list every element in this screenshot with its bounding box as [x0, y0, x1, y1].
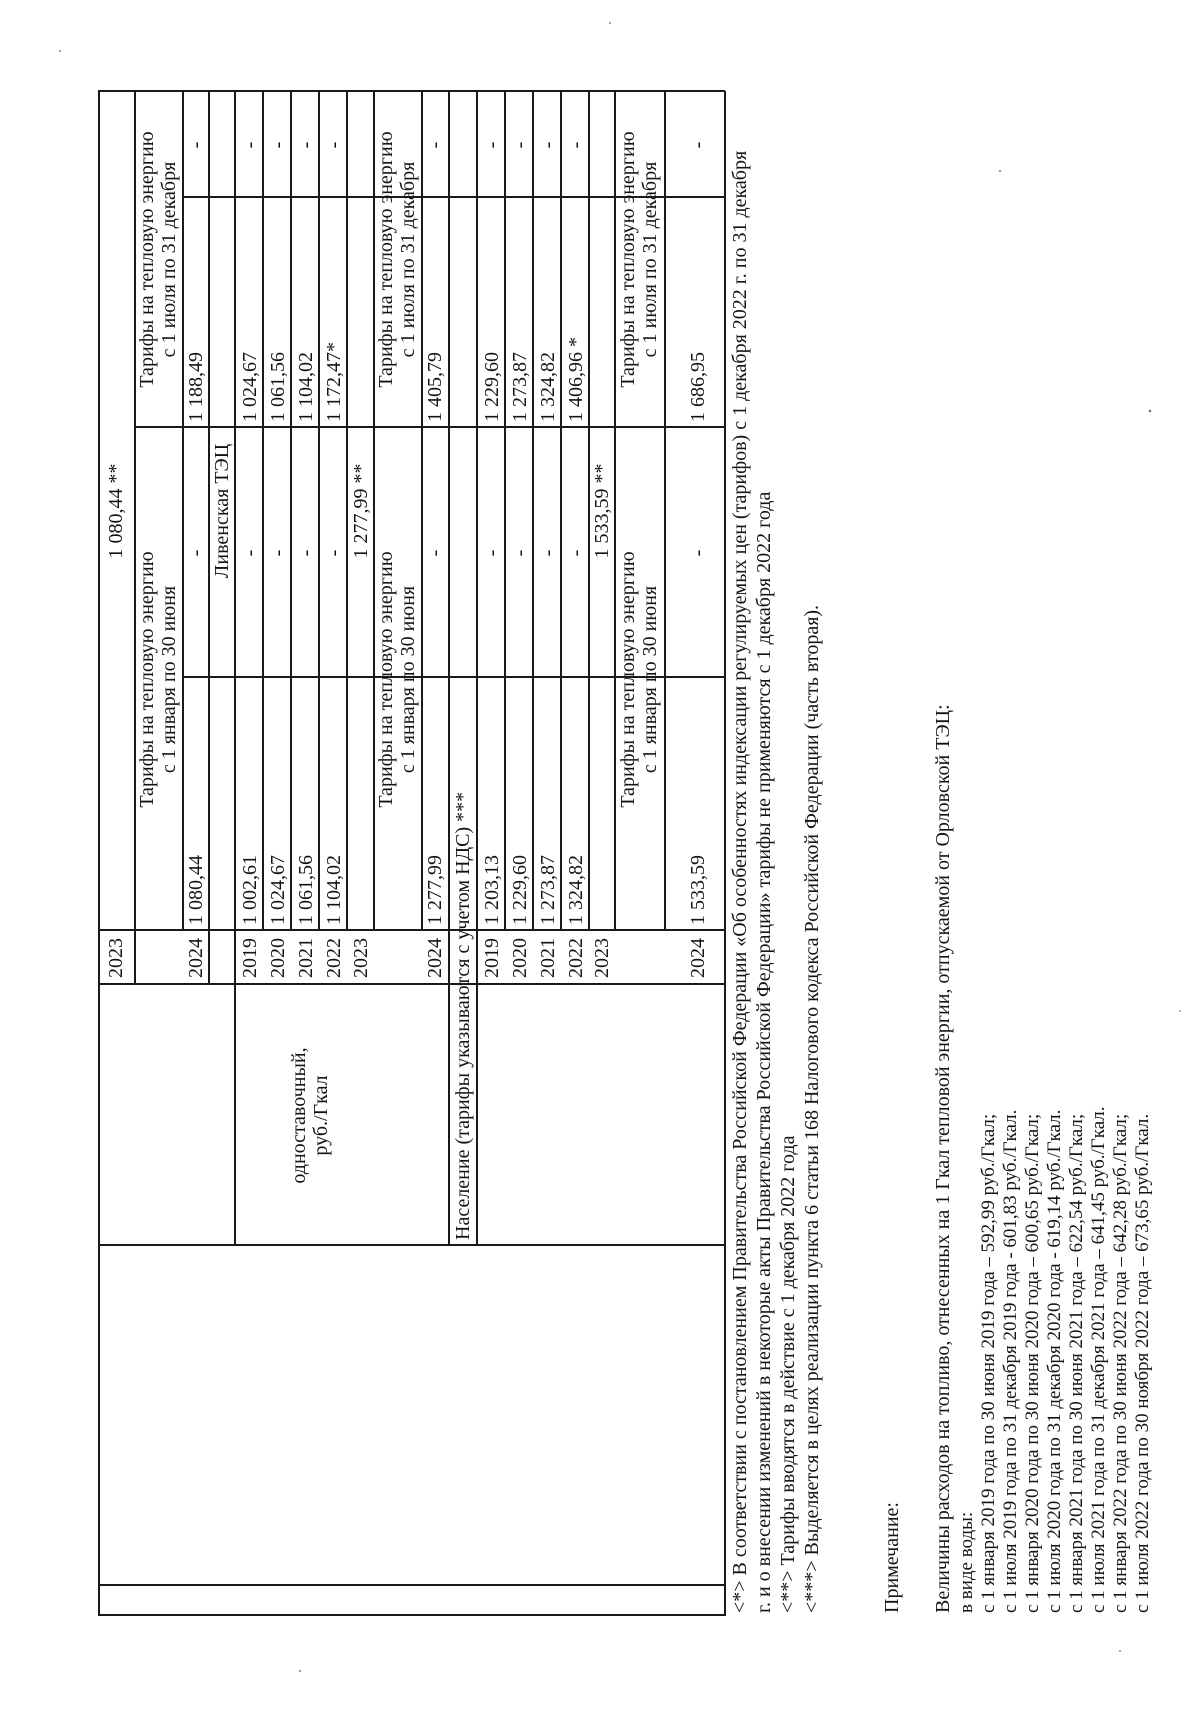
row-line-liv-2019 [262, 91, 264, 931]
note-title: Примечание: [881, 1502, 903, 1613]
liv-jan-dash-2020: - [267, 549, 289, 557]
fuel-cost-note [930, 704, 1154, 1613]
liv-jan-dash-2024: - [424, 549, 446, 557]
liv-year-2023: 2023 [350, 938, 372, 978]
section-population: Население (тарифы указываются с учетом НДС) *** [452, 791, 474, 1240]
pop-header-jul [617, 91, 661, 428]
pop-jul-dash-2021: - [537, 141, 559, 149]
table-border-bottom [724, 91, 726, 1616]
fuel-line-7: с 1 января 2022 года по 30 июня 2022 года – 642,28 руб./Гкал; [1110, 1113, 1131, 1613]
liv-header-jan [375, 428, 419, 931]
pop-year-2021: 2021 [537, 938, 559, 978]
pop-jul-2021: 1 324,82 [537, 352, 559, 422]
row-line-pop-header [664, 91, 666, 931]
fuel-line-6: с 1 июля 2021 года по 31 декабря 2021 года – 641,45 руб./Гкал. [1088, 1106, 1109, 1613]
header-jan-title: Тарифы на тепловую энергию [136, 551, 158, 808]
dash-jul-2024-top: - [185, 141, 207, 149]
note-block [880, 1502, 904, 1613]
header-jul-title: Тарифы на тепловую энергию [136, 131, 158, 388]
tariff-type: одноставочный, [288, 1047, 310, 1184]
liv-jan-2024: 1 277,99 [424, 855, 446, 925]
pop-year-2023: 2023 [591, 938, 613, 978]
pop-header-jan [617, 428, 661, 931]
row-line-pop-top [476, 91, 478, 1246]
liv-jul-dash-2024: - [424, 141, 446, 149]
fuel-line-3: с 1 января 2020 года по 30 июня 2020 года – 600,65 руб./Гкал; [1022, 1113, 1043, 1613]
pop-jan-dash-2024: - [687, 549, 709, 557]
fuel-line-2: с 1 июля 2019 года по 31 декабря 2019 года - 601,83 руб./Гкал. [1000, 1109, 1021, 1613]
header-jan-period: с 1 января по 30 июня [158, 585, 180, 774]
liv-jul-2021: 1 104,02 [295, 352, 317, 422]
liv-year-2019: 2019 [239, 938, 261, 978]
row-line-liv-2021 [318, 91, 320, 931]
table-border-left [98, 1615, 725, 1617]
pop-value-2023: 1 533,59 ** [591, 463, 613, 559]
footnote-1-line-1: <*> В соответствии с постановлением Правительства Российской Федерации «Об особенностях индексации регулируемых цен (тарифов) с 1 декабря 2022 г. по 31 декабря [729, 150, 751, 1613]
liv-jul-2020: 1 061,56 [267, 352, 289, 422]
pop-jul-dash-2019: - [481, 141, 503, 149]
pop-jul-dash-2022: - [565, 141, 587, 149]
fuel-line-5: с 1 января 2021 года по 30 июня 2021 года – 622,54 руб./Гкал; [1066, 1113, 1087, 1613]
pop-jul-2020: 1 273,87 [509, 352, 531, 422]
pop-jan-2024: 1 533,59 [687, 855, 709, 925]
pop-jan-dash-2022: - [565, 549, 587, 557]
header-jan-june-top [136, 428, 180, 931]
pop-jan-2022: 1 324,82 [565, 855, 587, 925]
fuel-line-8: с 1 июля 2022 года по 30 ноября 2022 года – 673,65 руб./Гкал. [1132, 1113, 1153, 1613]
pop-year-2022: 2022 [565, 938, 587, 978]
liv-value-2023: 1 277,99 ** [350, 463, 372, 559]
liv-jan-dash-2021: - [295, 549, 317, 557]
liv-jan-dash-2019: - [239, 549, 261, 557]
col-divider-left-2 [98, 1245, 724, 1247]
liv-header-jul-title: Тарифы на тепловую энергию [375, 131, 397, 388]
table-border-top [98, 91, 100, 1616]
pop-jul-dash-2020: - [509, 141, 531, 149]
fuel-line-4: с 1 июля 2020 года по 31 декабря 2020 года - 619,14 руб./Гкал. [1044, 1109, 1065, 1613]
pop-jan-2021: 1 273,87 [537, 855, 559, 925]
liv-jul-2022: 1 172,47* [323, 342, 345, 422]
row-line-livenskaya [234, 91, 236, 1246]
liv-year-2020: 2020 [267, 938, 289, 978]
value-2023-top: 1 080,44 ** [105, 463, 127, 559]
fuel-cost-intro: Величины расходов на топливо, отнесенных на 1 Гкал тепловой энергии, отпускаемой от Орловской ТЭЦ: [932, 704, 954, 1613]
pop-jul-2022: 1 406,96 * [565, 337, 587, 422]
liv-jan-dash-2022: - [323, 549, 345, 557]
liv-header-jan-title: Тарифы на тепловую энергию [375, 551, 397, 808]
tariff-unit: руб./Гкал [310, 1075, 332, 1156]
header-jul-period: с 1 июля по 31 декабря [158, 161, 180, 358]
pop-header-jan-period: с 1 января по 30 июня [639, 585, 661, 774]
pop-header-jul-period: с 1 июля по 31 декабря [639, 161, 661, 358]
liv-jan-2021: 1 061,56 [295, 855, 317, 925]
section-livenskaya-tec: Ливенская ТЭЦ [211, 443, 233, 579]
liv-header-jan-period: с 1 января по 30 июня [397, 585, 419, 774]
fuel-line-1: с 1 января 2019 года по 30 июня 2019 года – 592,99 руб./Гкал; [978, 1113, 999, 1613]
liv-jul-dash-2019: - [239, 141, 261, 149]
year-2023-top: 2023 [105, 938, 127, 978]
pop-jul-2024: 1 686,95 [687, 352, 709, 422]
dash-jan-2024-top: - [185, 549, 207, 557]
liv-jul-dash-2022: - [323, 141, 345, 149]
row-line-liv-2022 [346, 91, 348, 931]
pop-year-2019: 2019 [481, 938, 503, 978]
row-line-liv-2020 [290, 91, 292, 931]
liv-jan-2020: 1 024,67 [267, 855, 289, 925]
pop-jul-2019: 1 229,60 [481, 352, 503, 422]
pop-header-jan-title: Тарифы на тепловую энергию [617, 551, 639, 808]
pop-header-jul-title: Тарифы на тепловую энергию [617, 131, 639, 388]
pop-jul-dash-2024: - [687, 141, 709, 149]
pop-year-2020: 2020 [509, 938, 531, 978]
pop-jan-dash-2019: - [481, 549, 503, 557]
liv-jul-dash-2021: - [295, 141, 317, 149]
row-line-population [448, 91, 450, 1246]
header-jul-dec-top [136, 91, 180, 428]
liv-jul-dash-2020: - [267, 141, 289, 149]
liv-year-2024: 2024 [424, 938, 446, 978]
footnote-1-line-2: г. и о внесении изменений в некоторые акты Правительства Российской Федерации» тарифы не применяются с 1 декабря 2022 года [753, 491, 775, 1613]
liv-jul-2019: 1 024,67 [239, 352, 261, 422]
liv-header-jul [375, 91, 419, 428]
liv-header-jul-period: с 1 июля по 31 декабря [397, 161, 419, 358]
footnote-3: <***> Выделяется в целях реализации пункта 6 статьи 168 Налогового кодекса Российской Федерации (часть вторая). [801, 604, 823, 1613]
pop-jan-2020: 1 229,60 [509, 855, 531, 925]
water-label: в виде воды: [956, 1511, 977, 1613]
liv-jan-2019: 1 002,61 [239, 855, 261, 925]
tariff-table [98, 91, 724, 1616]
liv-jul-2024: 1 405,79 [424, 352, 446, 422]
liv-jan-2022: 1 104,02 [323, 855, 345, 925]
pop-year-2024: 2024 [687, 938, 709, 978]
value-jul-2024-top: 1 188,49 [185, 352, 207, 422]
year-2024-top: 2024 [185, 938, 207, 978]
row-line-pop-2023 [614, 91, 616, 931]
value-jan-2024-top: 1 080,44 [185, 855, 207, 925]
liv-year-2021: 2021 [295, 938, 317, 978]
tariff-type-cell [288, 985, 332, 1246]
footnote-2: <**> Тарифы вводятся в действие с 1 декабря 2022 года [777, 1135, 799, 1613]
row-line-pop-2019 [504, 91, 506, 931]
pop-jan-dash-2021: - [537, 549, 559, 557]
liv-year-2022: 2022 [323, 938, 345, 978]
col-divider-left-1 [98, 1585, 724, 1587]
pop-jan-dash-2020: - [509, 549, 531, 557]
pop-jan-2019: 1 203,13 [481, 855, 503, 925]
row-line-pop-2021 [560, 91, 562, 931]
footnotes [728, 53, 824, 1613]
row-line-pop-2020 [532, 91, 534, 931]
